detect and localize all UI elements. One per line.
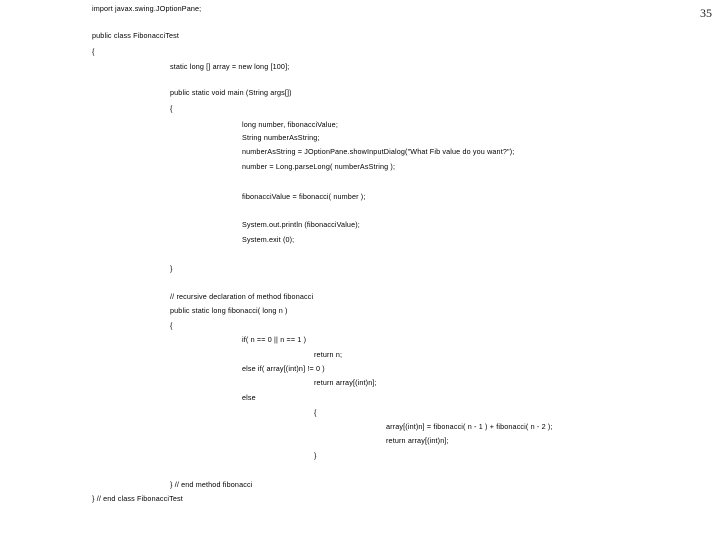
- code-line: {: [92, 47, 95, 56]
- code-line: return n;: [314, 350, 343, 359]
- code-line: {: [170, 104, 173, 113]
- code-line: public class FibonacciTest: [92, 31, 179, 40]
- code-line: static long [] array = new long [100];: [170, 62, 290, 71]
- page-number: 35: [700, 6, 712, 20]
- code-line: long number, fibonacciValue;: [242, 120, 338, 129]
- code-line: return array[(int)n];: [314, 378, 377, 387]
- code-line: array[(int)n] = fibonacci( n - 1 ) + fibonacci( n - 2 );: [386, 422, 553, 431]
- code-line: } // end class FibonacciTest: [92, 494, 183, 503]
- code-line: fibonacciValue = fibonacci( number );: [242, 192, 366, 201]
- code-line: if( n == 0 || n == 1 ): [242, 335, 307, 344]
- code-line: } // end method fibonacci: [170, 480, 253, 489]
- code-line: public static long fibonacci( long n ): [170, 306, 288, 315]
- code-line: public static void main (String args[]): [170, 88, 292, 97]
- code-line: System.exit (0);: [242, 235, 295, 244]
- code-line: }: [314, 451, 317, 460]
- code-line: return array[(int)n];: [386, 436, 449, 445]
- code-line: }: [170, 264, 173, 273]
- code-line: else: [242, 393, 256, 402]
- code-line: import javax.swing.JOptionPane;: [92, 4, 202, 13]
- code-line: // recursive declaration of method fibonacci: [170, 292, 314, 301]
- code-line: numberAsString = JOptionPane.showInputDialog("What Fib value do you want?");: [242, 147, 515, 156]
- code-line: number = Long.parseLong( numberAsString );: [242, 162, 396, 171]
- code-line: {: [170, 321, 173, 330]
- code-line: String numberAsString;: [242, 133, 320, 142]
- code-line: {: [314, 408, 317, 417]
- code-line: System.out.println (fibonacciValue);: [242, 220, 360, 229]
- code-line: else if( array[(int)n] != 0 ): [242, 364, 325, 373]
